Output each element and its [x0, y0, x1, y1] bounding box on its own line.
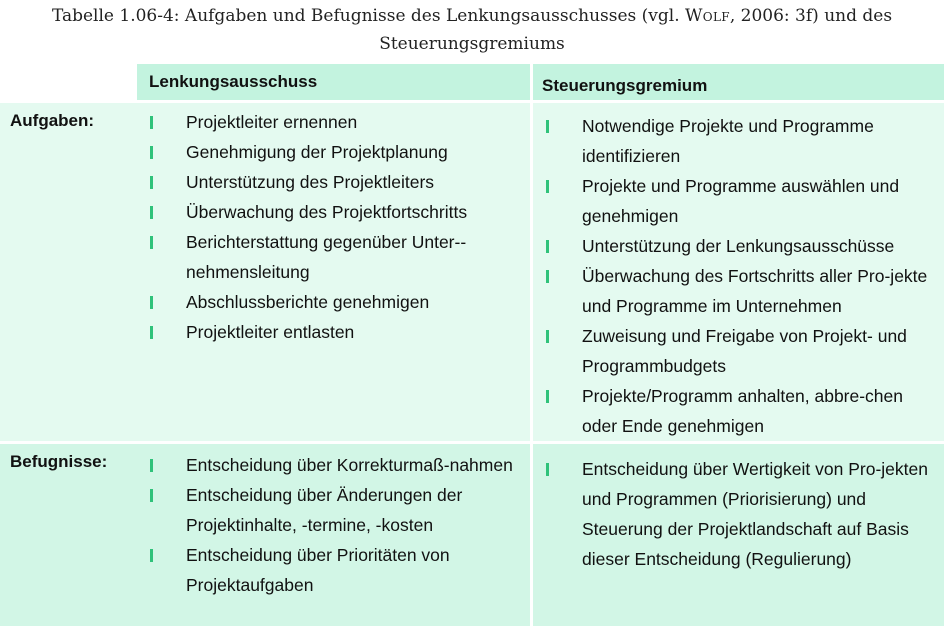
- list-item-text: Entscheidung über Wertigkeit von Pro-jekten und Programmen (Priorisierung) und Steuerung der Projektlandschaft auf Basis dieser Entscheidung (Regulierung): [582, 459, 928, 569]
- bullet-marker-icon: [546, 180, 549, 193]
- row-label-aufgaben: Aufgaben:: [10, 111, 95, 130]
- bullet-marker-icon: [546, 240, 549, 253]
- list-item: [533, 381, 944, 441]
- bullet-marker-icon: [150, 489, 153, 502]
- caption-author: Wolf: [685, 6, 730, 26]
- bullet-marker-icon: [150, 326, 153, 339]
- list-befugnisse-steuerung: [533, 444, 944, 574]
- bullet-marker-icon: [546, 330, 549, 343]
- table-caption: [0, 2, 944, 60]
- list-item: [137, 197, 530, 227]
- row-label-cell: [0, 100, 137, 441]
- list-item: [137, 480, 530, 540]
- bullet-marker-icon: [546, 120, 549, 133]
- caption-text-pre: Tabelle 1.06-4: Aufgaben und Befugnisse des Lenkungsausschusses (vgl.: [51, 6, 686, 26]
- bullet-marker-icon: [150, 236, 153, 249]
- bullet-marker-icon: [150, 176, 153, 189]
- row-aufgaben: [0, 100, 944, 441]
- bullet-marker-icon: [546, 270, 549, 283]
- list-item-text: Entscheidung über Änderungen der Projektinhalte, -termine, -kosten: [186, 485, 463, 535]
- bullet-marker-icon: [150, 206, 153, 219]
- list-item-text: Überwachung des Fortschritts aller Pro-jekte und Programme im Unternehmen: [582, 266, 928, 316]
- list-item-text: Projekte/Programm anhalten, abbre-chen oder Ende genehmigen: [582, 386, 904, 436]
- list-item: [137, 137, 530, 167]
- list-item-text: Unterstützung des Projektleiters: [186, 172, 435, 192]
- bullet-marker-icon: [150, 459, 153, 472]
- list-item: [137, 107, 530, 137]
- bullet-marker-icon: [546, 463, 549, 476]
- list-item-text: Entscheidung über Korrekturmaß-nahmen: [186, 455, 513, 475]
- list-item-text: Berichterstattung gegenüber Unter-nehmensleitung: [186, 232, 467, 282]
- list-item-text: Zuweisung und Freigabe von Projekt- und Programmbudgets: [582, 326, 907, 376]
- caption-line-1: [0, 2, 944, 30]
- list-item-text: Überwachung des Projektfortschritts: [186, 202, 468, 222]
- list-aufgaben-steuerung: [533, 103, 944, 441]
- bullet-marker-icon: [150, 146, 153, 159]
- list-befugnisse-lenkung: [137, 444, 530, 600]
- cell-befugnisse-steuerung: [530, 441, 944, 626]
- bullet-marker-icon: [150, 116, 153, 129]
- list-item-text: Notwendige Projekte und Programme identifizieren: [582, 116, 874, 166]
- header-corner: [0, 64, 137, 100]
- list-item: [137, 540, 530, 600]
- caption-text-post: , 2006: 3f) und des: [729, 6, 893, 26]
- list-item: [533, 111, 944, 171]
- list-item-text: Projekte und Programme auswählen und genehmigen: [582, 176, 900, 226]
- cell-aufgaben-lenkung: [137, 100, 530, 441]
- row-befugnisse: [0, 441, 944, 626]
- list-item: [533, 231, 944, 261]
- bullet-marker-icon: [150, 296, 153, 309]
- list-item-text: Unterstützung der Lenkungsausschüsse: [582, 236, 895, 256]
- list-item: [533, 321, 944, 381]
- header-row: [0, 64, 944, 100]
- bullet-marker-icon: [150, 549, 153, 562]
- list-item: [137, 317, 530, 347]
- list-item: [533, 261, 944, 321]
- cell-befugnisse-lenkung: [137, 441, 530, 626]
- header-lenkungsausschuss: Lenkungsausschuss: [137, 64, 530, 100]
- list-item-text: Entscheidung über Prioritäten von Projektaufgaben: [186, 545, 450, 595]
- caption-line-2: Steuerungsgremiums: [379, 34, 565, 54]
- list-item-text: Projektleiter entlasten: [186, 322, 355, 342]
- bullet-marker-icon: [546, 390, 549, 403]
- cell-aufgaben-steuerung: [530, 100, 944, 441]
- list-item: [137, 227, 530, 287]
- list-item-text: Projektleiter ernennen: [186, 112, 358, 132]
- list-item: [137, 167, 530, 197]
- responsibilities-table: [0, 64, 944, 626]
- list-aufgaben-lenkung: [137, 103, 530, 347]
- list-item-text: Genehmigung der Projektplanung: [186, 142, 448, 162]
- list-item: [533, 171, 944, 231]
- list-item: [137, 450, 530, 480]
- list-item: [533, 454, 944, 574]
- list-item-text: Abschlussberichte genehmigen: [186, 292, 430, 312]
- row-label-befugnisse: Befugnisse:: [10, 452, 108, 471]
- list-item: [137, 287, 530, 317]
- row-label-cell: [0, 441, 137, 626]
- header-steuerungsgremium: Steuerungsgremium: [530, 64, 944, 100]
